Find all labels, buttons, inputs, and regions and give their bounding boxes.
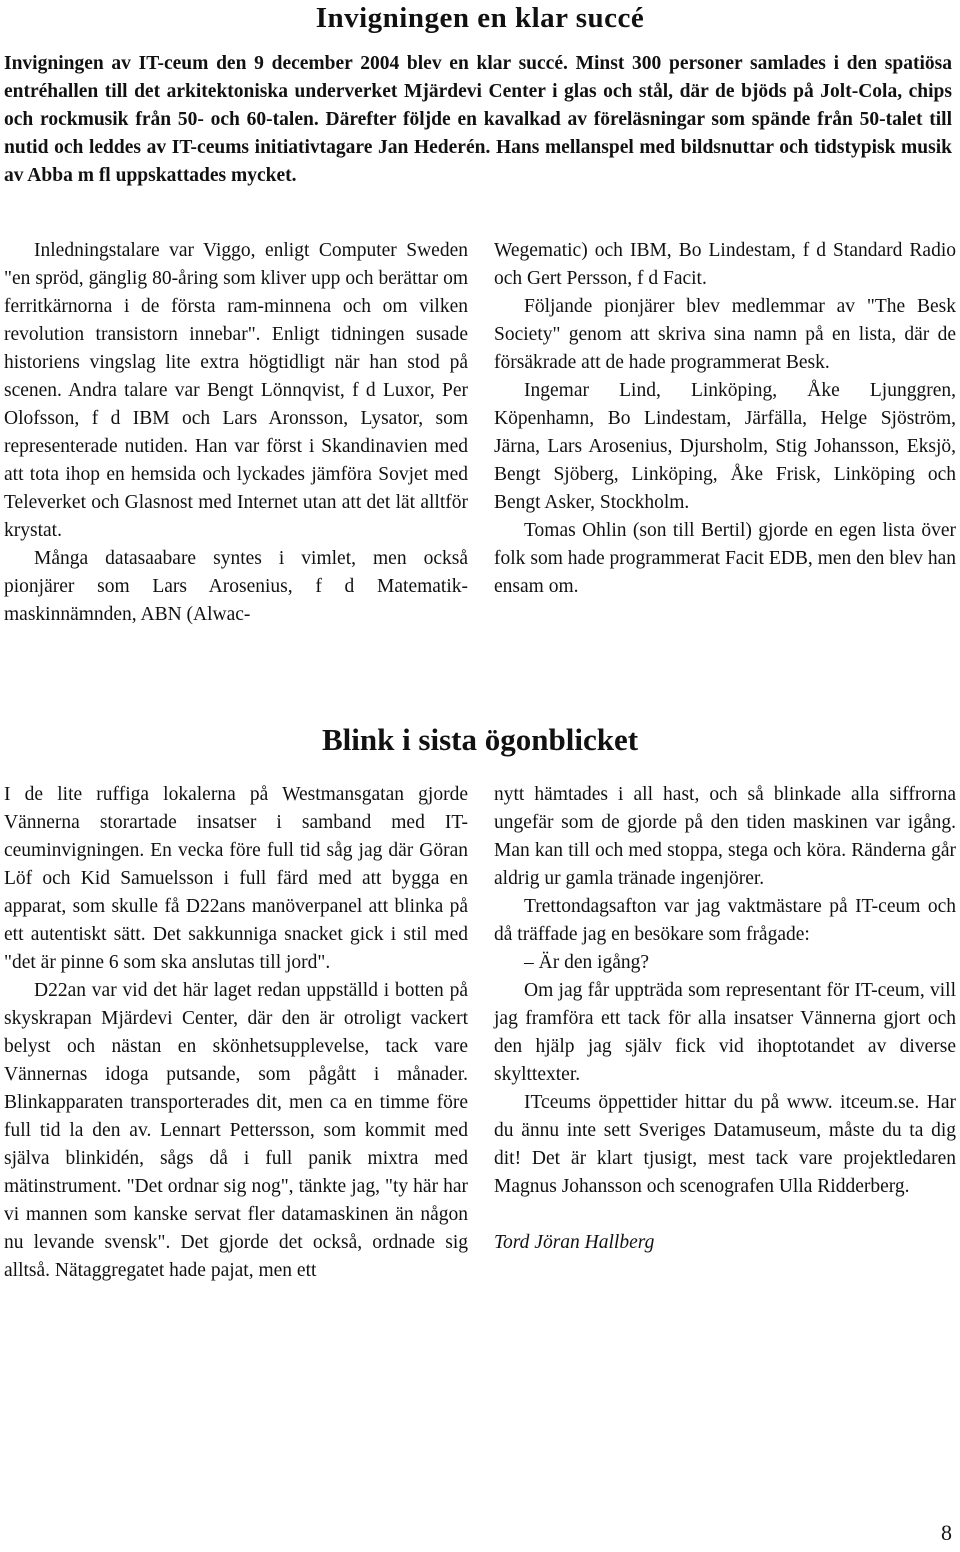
paragraph: Ingemar Lind, Linköping, Åke Ljunggren, Köpenhamn, Bo Lindestam, Järfälla, Helge Sjöström, Järna, Lars Arosenius, Djursholm, Stig Johansson, Eksjö, Bengt Sjöberg, Linköping, Åke Frisk, Linköping och Bengt Asker, Stockholm. (494, 380, 956, 513)
paragraph: I de lite ruffiga lokalerna på Westmansgatan gjorde Vännerna storartade insatser i samband med IT-ceuminvigningen. En vecka före full tid såg jag där Göran Löf och Kid Samuelsson i full färd med att bygga en apparat, som skulle få D22ans manöverpanel att blinka på ett autentiskt sätt. Det sakkunniga snacket gick i stil med "det är pinne 6 som ska anslutas till jord". (4, 784, 468, 973)
dialogue-line: – Är den igång? (524, 952, 650, 973)
paragraph: nytt hämtades i all hast, och så blinkade alla siffrorna ungefär som de gjorde på den tiden maskinen var igång. Man kan till och med stoppa, stega och köra. Ränderna går aldrig ur gamla tränade ingenjörer. (494, 784, 956, 889)
paragraph: Inledningstalare var Viggo, enligt Computer Sweden "en spröd, gänglig 80-åring som kliver upp och berättar om ferritkärnorna i de första ram-minnena och om vilken revolution transistorn innebar". Enligt tidningen susade historiens vingslag lite extra högtidligt när han stod på scenen. Andra talare var Bengt Lönnqvist, f d Luxor, Per Olofsson, f d IBM och Lars Aronsson, Lysator, som representerade nutiden. Han var först i Skandinavien med att tota ihop en hemsida och lyckades jämföra Sovjet med Televerket och Glasnost med Internet utan att det lät alltför krystat. (4, 240, 468, 541)
article2-column-left (4, 781, 468, 1285)
paragraph: Följande pionjärer blev medlemmar av "The Besk Society" genom att skriva sina namn på en lista, där de försäkrade att de hade programmerat Besk. (494, 296, 956, 373)
paragraph: Många datasaabare syntes i vimlet, men också pionjärer som Lars Arosenius, f d Matematik-maskinnämnden, ABN (Alwac- (4, 548, 468, 625)
article-title-blink: Blink i sista ögonblicket (321, 722, 639, 757)
author-signature: Tord Jöran Hallberg (494, 1232, 655, 1253)
article1-column-right (494, 237, 956, 601)
paragraph: Wegematic) och IBM, Bo Lindestam, f d Standard Radio och Gert Persson, f d Facit. (494, 240, 956, 289)
article-title-invigningen: Invigningen en klar succé (315, 2, 645, 34)
article2-column-right (494, 781, 956, 1257)
paragraph: Trettondagsafton var jag vaktmästare på IT-ceum och då träffade jag en besökare som frågade: (494, 896, 956, 945)
paragraph: ITceums öppettider hittar du på www. itceum.se. Har du ännu inte sett Sveriges Datamuseum, måste du ta dig dit! Det är klart tjusigt, mest tack vare projektledaren Magnus Johansson och scenografen Ulla Ridderberg. (494, 1092, 956, 1197)
paragraph: Tomas Ohlin (son till Bertil) gjorde en egen lista över folk som hade programmerat Facit EDB, men den blev han ensam om. (494, 520, 956, 597)
article-lead: Invigningen av IT-ceum den 9 december 2004 blev en klar succé. Minst 300 personer samlades i den spatiösa entréhallen till det arkitektoniska underverket Mjärdevi Center i glas och stål, där de bjöds på Jolt-Cola, chips och rockmusik från 50- och 60-talen. Därefter följde en kavalkad av föreläsningar som spände från 50-talet till nutid och leddes av IT-ceums initiativtagare Jan Hederén. Hans mellanspel med bildsnuttar och tidstypisk musik av Abba m fl uppskattades mycket. (4, 53, 952, 186)
article1-column-left (4, 237, 468, 629)
page-number: 8 (941, 1520, 952, 1545)
paragraph: Om jag får uppträda som representant för IT-ceum, vill jag framföra ett tack för alla insatser Vännerna gjort och den hjälp jag själv fick vid ihoptotandet av diverse skylttexter. (494, 980, 956, 1085)
paragraph: D22an var vid det här laget redan uppställd i botten på skyskrapan Mjärdevi Center, där den är otroligt vackert belyst och nästan en skönhetsupplevelse, tack vare Vännernas idoga putsande, som pågått i månader. Blinkapparaten transporterades dit, men ca en timme före full tid la den av. Lennart Pettersson, som kommit med själva blinkidén, sågs då i full panik mixtra med mätinstrument. "Det ordnar sig nog", tänkte jag, "ty här har vi mannen som kanske servat fler datamaskinen än någon nu levande svensk". Det gjorde det också, ordnade sig alltså. Nätaggregatet hade pajat, men ett (4, 980, 468, 1281)
